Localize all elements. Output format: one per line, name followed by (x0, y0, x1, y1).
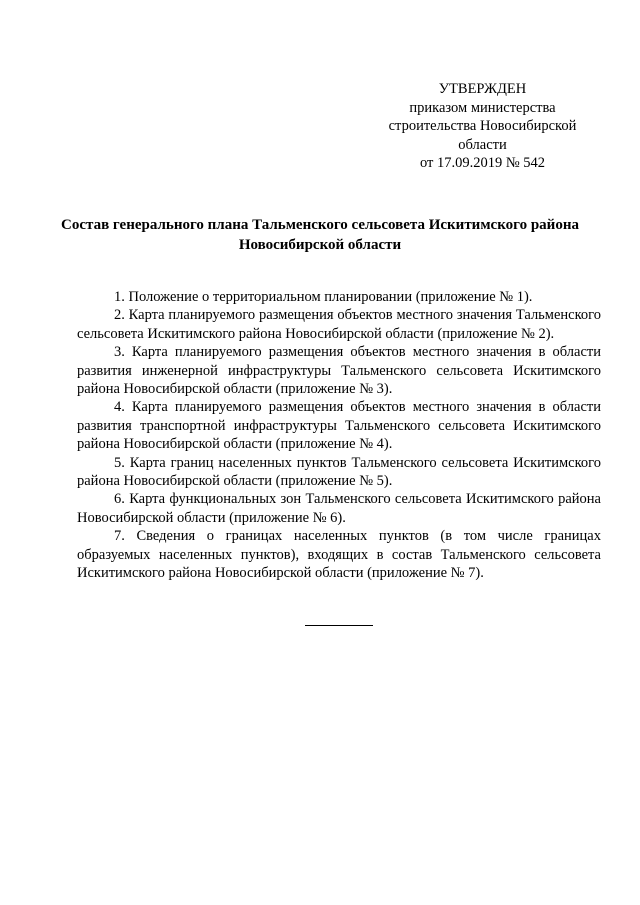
approval-region-line: области (458, 136, 507, 153)
list-item: 4. Карта планируемого размещения объектов местного значения в области развития транспортной инфраструктуры Тальменского сельсовета Искитимского района Новосибирской области (приложение № 4). (77, 399, 601, 453)
list-item: 6. Карта функциональных зон Тальменского сельсовета Искитимского района Новосибирской области (приложение № 6). (77, 491, 601, 526)
list-item: 1. Положение о территориальном планировании (приложение № 1). (114, 289, 533, 305)
approval-order-line: приказом министерства (409, 99, 556, 116)
approval-stamp (380, 80, 585, 173)
document-title-line-1: Состав генерального плана Тальменского сельсовета Искитимского района (61, 217, 579, 233)
list-item: 2. Карта планируемого размещения объектов местного значения Тальменского сельсовета Искитимского района Новосибирской области (приложение № 2). (77, 307, 601, 342)
document-title (60, 215, 580, 255)
approval-ministry-line: строительства Новосибирской (388, 118, 577, 134)
document-title-line-2: Новосибирской области (238, 237, 402, 253)
list-item: 5. Карта границ населенных пунктов Тальменского сельсовета Искитимского района Новосибирской области (приложение № 5). (77, 454, 601, 490)
composition-list (77, 288, 601, 583)
approval-heading: УТВЕРЖДЕН (438, 81, 527, 97)
approval-date-number: от 17.09.2019 № 542 (419, 155, 546, 171)
end-divider (305, 625, 373, 626)
list-item: 7. Сведения о границах населенных пунктов (в том числе границах образуемых населенных пунктов), входящих в состав Тальменского сельсовета Искитимского района Новосибирской области (приложение № 7). (77, 528, 601, 582)
list-item: 3. Карта планируемого размещения объектов местного значения в области развития инженерной инфраструктуры Тальменского сельсовета Искитимского района Новосибирской области (приложение № 3). (77, 344, 601, 398)
